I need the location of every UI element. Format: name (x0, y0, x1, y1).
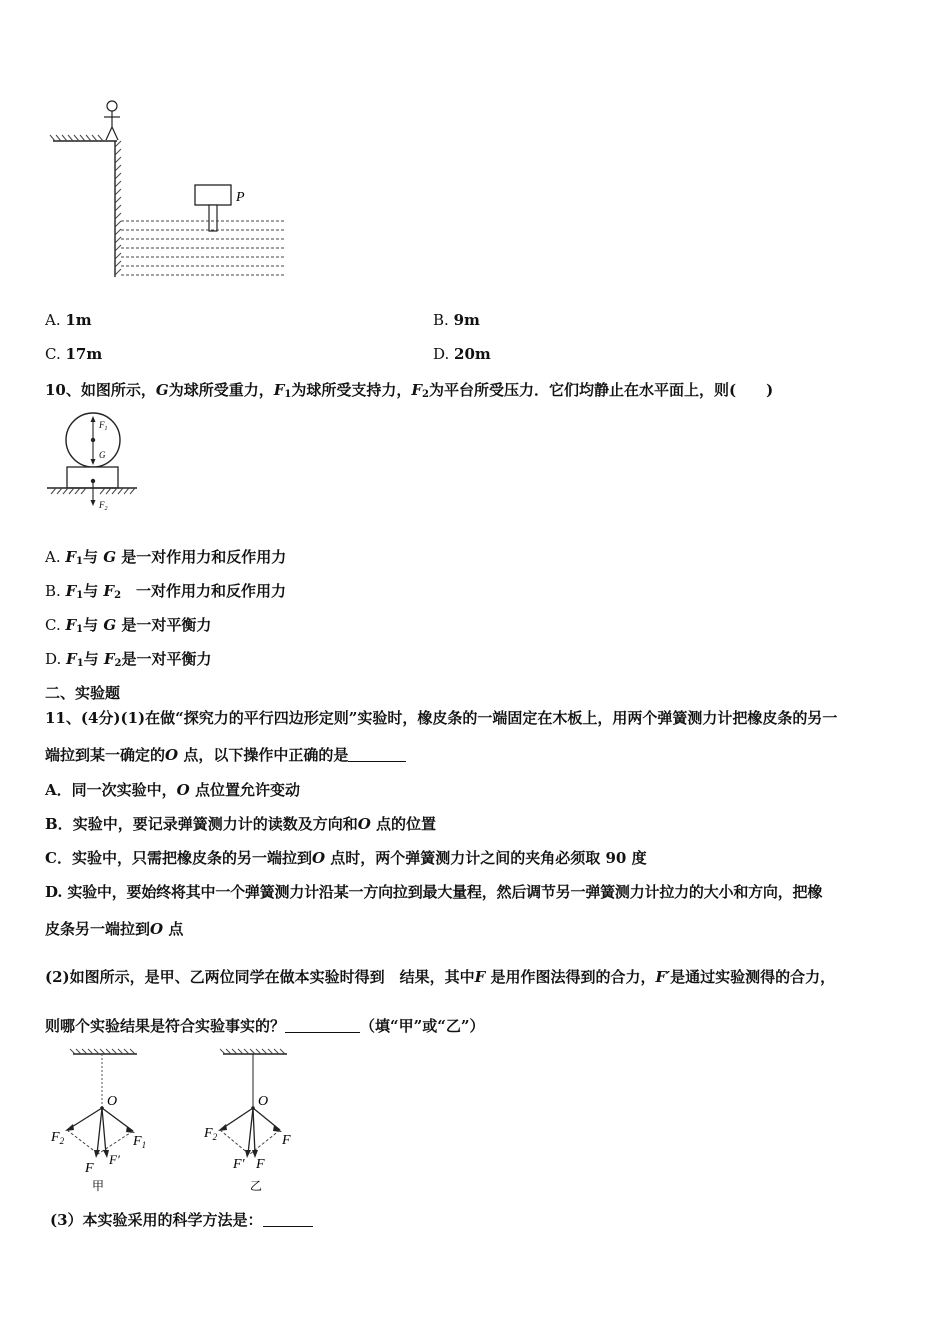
q10-stem: 10、如图所示，G为球所受重力，$F_1$为球所受支持力，$F_2$为平台所受压力．它们均静止在水平面上，则( ) (45, 381, 774, 400)
svg-text:F: F (256, 1157, 265, 1172)
svg-text:F1: $F_1$ (99, 420, 108, 432)
answer-blank-2[interactable] (285, 1018, 360, 1033)
svg-text:F′: F′ (233, 1157, 245, 1172)
svg-text:F: F (282, 1133, 291, 1148)
q10-option-b: B. $F_1$与 $F_2$ 一对作用力和反作用力 (45, 582, 287, 601)
person-head-icon (107, 101, 117, 111)
q11-line1: 11、(4分)(1)在做“探究力的平行四边形定则”实验时，橡皮条的一端固定在木板上，用两个弹簧测力计把橡皮条的另一 (45, 709, 838, 727)
q11-part3: (3）本实验采用的科学方法是： (50, 1209, 313, 1230)
q11-option-c: C．实验中，只需把橡皮条的另一端拉到O 点时，两个弹簧测力计之间的夹角必须取 90 度 (45, 849, 647, 867)
q11-option-d-line1: D. 实验中，要始终将其中一个弹簧测力计沿某一方向拉到最大量程，然后调节另一弹簧测力计拉力的大小和方向，把橡 (45, 883, 823, 901)
q11-option-b: B．实验中，要记录弹簧测力计的读数及方向和O 点的位置 (45, 815, 437, 833)
caption-jia: 甲 (92, 1179, 105, 1193)
q9-option-a: A. 1m (45, 311, 92, 329)
diving-platform-figure (45, 95, 295, 280)
answer-blank-1[interactable] (348, 747, 406, 762)
svg-text:F2: $F_2$ (51, 1130, 65, 1146)
q10-option-a: A. $F_1$与 G 是一对作用力和反作用力 (45, 548, 287, 567)
q10-option-c: C. $F_1$与 G 是一对平衡力 (45, 616, 212, 635)
svg-text:F1: $F_1$ (133, 1134, 147, 1150)
q11-line2: 端拉到某一确定的O 点，以下操作中正确的是 (45, 744, 406, 765)
figure-yi (195, 1048, 320, 1198)
svg-text:G: G (99, 450, 106, 460)
q11-part2-line2: 则哪个实验结果是符合实验事实的？ （填“甲”或“乙”） (45, 1017, 485, 1035)
q10-option-d: D. $F_1$与 $F_2$是一对平衡力 (45, 650, 212, 669)
q9-option-b: B. 9m (433, 311, 480, 329)
q11-part2-line1: (2)如图所示，是甲、乙两位同学在做本实验时得到 结果，其中F 是用作图法得到的合力，F′是通过实验测得的合力， (45, 968, 836, 986)
svg-text:F2: $F_2$ (204, 1126, 218, 1142)
caption-yi: 乙 (250, 1179, 263, 1193)
figure-jia (45, 1048, 170, 1198)
svg-text:F′: F′ (109, 1152, 120, 1167)
section-title: 二、实验题 (45, 684, 121, 702)
q11-option-d-line2: 皮条另一端拉到O 点 (45, 920, 184, 938)
label-p: P (236, 190, 245, 205)
svg-text:O: O (107, 1094, 118, 1109)
answer-blank-3[interactable] (263, 1212, 313, 1227)
ball-on-platform-figure (45, 410, 140, 515)
q9-option-c: C. 17m (45, 345, 103, 363)
q9-option-d: D. 20m (433, 345, 491, 363)
svg-text:O: O (258, 1094, 269, 1109)
svg-text:F: F (85, 1161, 94, 1176)
object-p (195, 185, 231, 205)
q11-option-a: A．同一次实验中，O 点位置允许变动 (45, 781, 300, 799)
svg-text:F2: $F_2$ (99, 500, 108, 512)
